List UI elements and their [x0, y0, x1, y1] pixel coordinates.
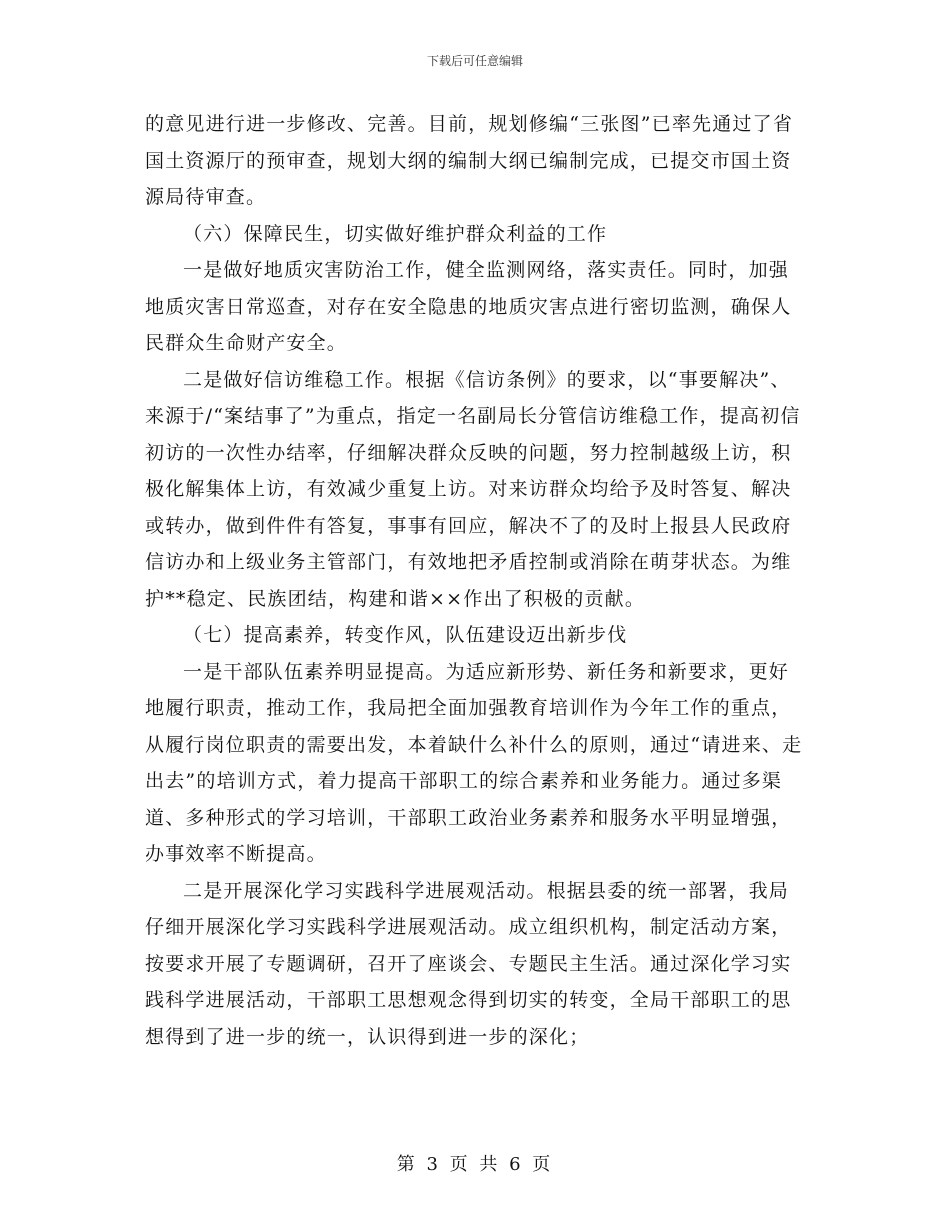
paragraph-study-practice: 二是开展深化学习实践科学进展观活动。根据县委的统一部署，我局仔细开展深化学习实践科学进展观活动。成立组织机构，制定活动方案，按要求开展了专题调研，召开了座谈会、专题民主生活。通过深化学习实践科学进展活动，干部职工思想观念得到切实的转变，全局干部职工的思想得到了进一步的统一，认识得到进一步的深化；	[145, 879, 792, 1048]
paragraph-cadre-quality: 一是干部队伍素养明显提高。为适应新形势、新任务和新要求，更好地履行职责，推动工作，我局把全面加强教育培训作为今年工作的重点，从履行岗位职责的需要出发，本着缺什么补什么的原则，通过“请进来、走出去”的培训方式，着力提高干部职工的综合素养和业务能力。通过多渠道、多种形式的学习培训，干部职工政治业务素养和服务水平明显增强，办事效率不断提高。	[145, 660, 803, 865]
page-number: 第 3 页 共 6 页	[396, 1154, 554, 1175]
paragraph-continuation: 的意见进行进一步修改、完善。目前，规划修编“三张图”已率先通过了省国土资源厅的预审查，规划大纲的编制大纲已编制完成，已提交市国土资源局待审查。	[145, 113, 794, 208]
section-heading-7: （七）提高素养，转变作风，队伍建设迈出新步伐	[183, 624, 628, 646]
paragraph-geological-disaster: 一是做好地质灾害防治工作，健全监测网络，落实责任。同时，加强地质灾害日常巡查，对存在安全隐患的地质灾害点进行密切监测，确保人民群众生命财产安全。	[145, 259, 792, 354]
page-header-note: 下载后可任意编辑	[426, 54, 523, 68]
section-heading-6: （六）保障民生，切实做好维护群众利益的工作	[183, 222, 608, 245]
document-body	[145, 106, 805, 1055]
paragraph-petition-stability: 二是做好信访维稳工作。根据《信访条例》的要求，以“事要解决”、来源于/“案结事了”为重点，指定一名副局长分管信访维稳工作，提高初信初访的一次性办结率，仔细解决群众反映的问题，努力控制越级上访，积极化解集体上访，有效减少重复上访。对来访群众均给予及时答复、解决或转办，做到件件有答复，事事有回应，解决不了的及时上报县人民政府信访办和上级业务主管部门，有效地把矛盾控制或消除在萌芽状态。为维护**稳定、民族团结，构建和谐××作出了积极的贡献。	[145, 368, 801, 610]
